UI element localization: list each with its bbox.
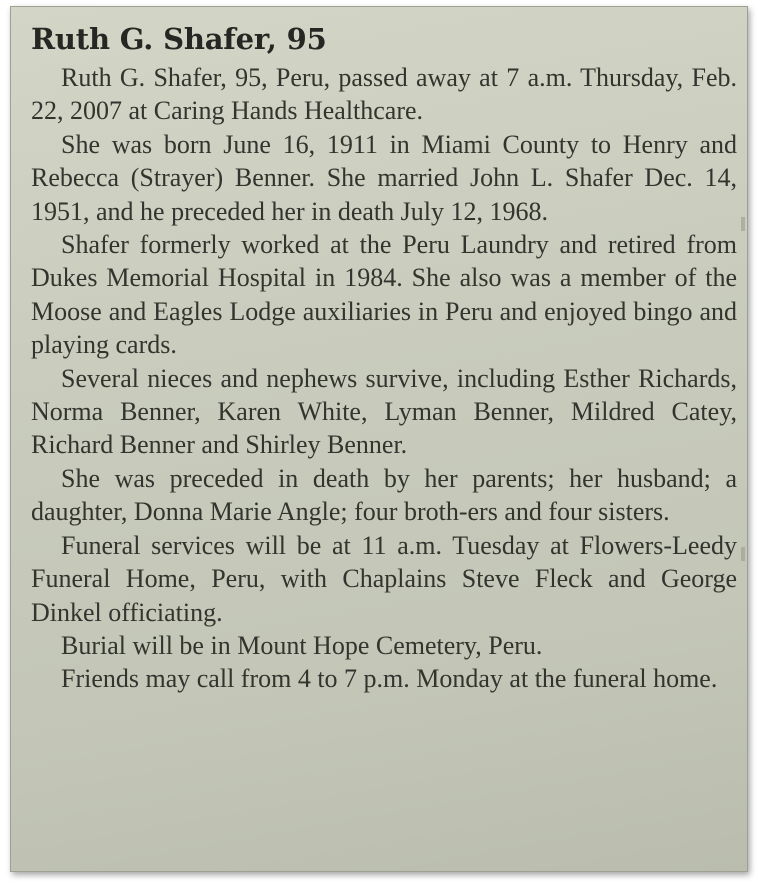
article-paragraph: She was preceded in death by her parents; her husband; a daughter, Donna Marie Angle; four broth-ers and four sisters.	[31, 463, 737, 527]
article-paragraph: Friends may call from 4 to 7 p.m. Monday at the funeral home.	[61, 664, 718, 694]
obituary-headline: Ruth G. Shafer, 95	[31, 22, 327, 56]
newspaper-clipping-photo	[10, 6, 748, 872]
article-paragraph: Burial will be in Mount Hope Cemetery, Peru.	[61, 630, 543, 660]
article-paragraph: Ruth G. Shafer, 95, Peru, passed away at 7 a.m. Thursday, Feb. 22, 2007 at Caring Hands Healthcare.	[31, 63, 737, 126]
article-paragraph: She was born June 16, 1911 in Miami County to Henry and Rebecca (Strayer) Benner. She married John L. Shafer Dec. 14, 1951, and he preceded her in death July 12, 1968.	[31, 129, 737, 226]
article-paragraph: Several nieces and nephews survive, including Esther Richards, Norma Benner, Karen White, Lyman Benner, Mildred Catey, Richard Benner and Shirley Benner.	[31, 363, 737, 460]
article-paragraph: Funeral services will be at 11 a.m. Tuesday at Flowers-Leedy Funeral Home, Peru, with Chaplains Steve Fleck and George Dinkel officiating.	[31, 530, 737, 627]
edge-column-mark	[741, 217, 745, 231]
obituary-article	[31, 21, 737, 696]
article-paragraph: Shafer formerly worked at the Peru Laundry and retired from Dukes Memorial Hospital in 1984. She also was a member of the Moose and Eagles Lodge auxiliaries in Peru and enjoyed bingo and playing cards.	[31, 230, 737, 360]
edge-column-mark	[741, 547, 745, 561]
